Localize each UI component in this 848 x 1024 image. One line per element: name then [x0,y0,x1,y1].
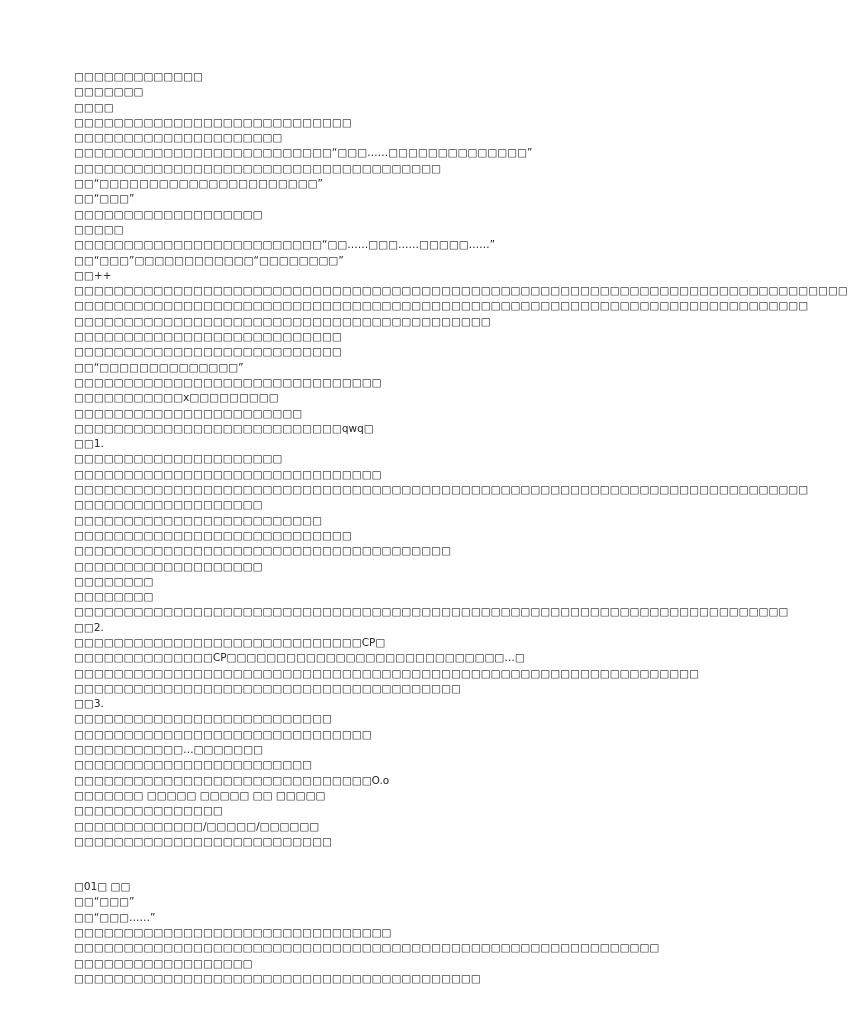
text-line: □□□□□□□□□□□□□□□□□□□□□□□□□□□□□□□□ [74,927,392,940]
text-line: □□3. [74,698,104,711]
text-line: □□□□□□□□□□□□□ [74,71,203,83]
text-line: □□□□□□□□□□□□□□□□□□□□□□□□□ [74,514,323,527]
text-line: □□□□□□□□□□□□□□□ [74,805,223,818]
text-line: □□□□□□□□□□□□□□□□□□□□□□□□□□□□□□□□□□□□□□□□□□□□□□□□□□□□□□□□□□□□□□□□□□□□□□□□□□ [74,484,809,497]
text-line: □□“□□□” [74,193,135,206]
text-line: □□□□□□□□□□□□□□□□□□□ [74,499,263,512]
text-line: □□□□□□□□□□□□□□□□□□□□□□□□□□□ [74,331,342,344]
text-line: □□2. [74,621,104,634]
text-line: □□□□□□□□ [74,591,154,604]
text-line: □□□□□□□□□□□□□□□□□□□□□□□□□□□□□□□□□□□□□□ [74,545,451,558]
text-line: □□□□□□□□□□□□□□□□□□□□□□□□□“□□……□□□……□□□□□……” [74,239,496,252]
text-section [74,70,848,850]
text-line: □□□□□□□□□□□□□/□□□□□/□□□□□□ [74,820,320,833]
text-line: □□□□□□□□□□□□□□□□□□□□□□□□□□□□□□□ [74,468,382,481]
text-line: □□□□□□□□□□□□□□□□□□□□□□□□□□□□□□□ [74,376,382,389]
text-line: □□□□□□□□□□□□□□□□□□□□□□□□□□“□□□……□□□□□□□□□□□□□□” [74,147,533,160]
text-line: □□□□□□□□□□□□□□□□□□□□□□□□□□□□□□□□□□□□□□□□□□□□□□□□□□□□□□□□□□□ [74,942,660,955]
document-body [74,70,848,987]
text-line: □□□□□□□□□□□□□□□□□□□□□□□□□□□ [74,346,342,359]
text-line: □□□□□□□□ [74,575,154,588]
text-line: □□□□□□□□□□□□□□□□□□□ [74,208,263,221]
text-line: □□□□□□□□□□□□□□CP□□□□□□□□□□□□□□□□□□□□□□□□□□□□…□ [74,652,525,665]
text-line: □□□□□□□□□□□□□□□□□□□□□□□□□□□□□□□□□□□□□□□□□□ [74,315,491,328]
text-line: □□□□□□□□□□□□□□□□□□□□□□□□□□□□□□□□□□□□□□□□□□□□□□□□□□□□□□□□□□□□□□□□□□□□□□□□ [74,606,789,619]
text-line: □□□□□□□□□□□□□□□□□□□□□□□□□□□□□□□□□□□□□□□□□□□□□□□□□□□□□□□□□□□□□□□ [74,667,700,680]
text-line: □□□□□□□□□□□□□□□□□□□□□□□□□□□qwq□ [74,422,374,435]
text-line: □□□□□□□□□□□□□□□□□□ [74,957,253,970]
text-line: □□□□□□□□□□□□□□□□□□□□□ [74,453,283,466]
text-line: □□++ [74,269,112,282]
text-line: □□□□□□□□□□□□□□□□□□□□□□□□ [74,759,313,772]
text-line: □□“□□□□□□□□□□□□□□□□□□□□□□” [74,178,323,191]
text-line: □01□ □□ [74,881,131,894]
text-line: □□“□□□□□□□□□□□□□□” [74,361,244,374]
text-line: □□□□□□□□□□□□□□□□□□□□□□□□□□□□ [74,116,352,129]
text-line: □□□□□□□□□□□□□□□□□□□□□□□□□□□□□□□□□□□□□ [74,162,442,175]
section-gap [74,850,714,880]
text-line: □□□□ [74,101,114,114]
text-line: □□“□□□” [74,896,135,909]
text-line: □□□□□□□□□□□□□□□□□□□□□□□□□□□□□□ [74,728,372,741]
text-line: □□□□□□□□□□□…□□□□□□□ [74,744,264,757]
text-line: □□□□□□□□□□□□□□□□□□□□□□□□□□□□□□O.o [74,774,390,787]
text-line: □□□□□□□ □□□□□ □□□□□ □□ □□□□□ [74,789,326,802]
text-line: □□□□□□□□□□□□□□□□□□□□□□□□□□□□ [74,529,352,542]
text-line: □□□□□□□ [74,86,144,99]
text-line: □□□□□□□□□□□□□□□□□□□ [74,560,263,573]
text-section [74,880,714,987]
text-line: □□□□□□□□□□□x□□□□□□□□□ [74,392,279,405]
text-line: □□□□□□□□□□□□□□□□□□□□□□□□□□□□□□□□□□□□□□□□□□□□□□□□□□□□□□□□□□□□□□□□□□□□□□□□□□□□□□ [74,285,848,298]
text-line: □□□□□□□□□□□□□□□□□□□□□□□□□□ [74,713,332,726]
text-line: □□□□□□□□□□□□□□□□□□□□□□□□□□□□□□□□□□□□□□□□□ [74,972,481,985]
text-line: □□□□□□□□□□□□□□□□□□□□□ [74,132,283,145]
text-line: □□1. [74,438,104,451]
text-line: □□□□□□□□□□□□□□□□□□□□□□□□□□□□□□□□□□□□□□□□□□□□□□□□□□□□□□□□□□□□□□□□□□□□□□□□□□ [74,300,809,313]
text-line: □□□□□□□□□□□□□□□□□□□□□□□□□□□□□CP□ [74,636,386,649]
text-line: □□□□□□□□□□□□□□□□□□□□□□□ [74,407,303,420]
text-line: □□“□□□”□□□□□□□□□□□□“□□□□□□□□” [74,254,344,267]
text-line: □□“□□□……” [74,911,156,924]
text-line: □□□□□□□□□□□□□□□□□□□□□□□□□□□□□□□□□□□□□□□ [74,682,461,695]
text-line: □□□□□□□□□□□□□□□□□□□□□□□□□□ [74,835,332,848]
text-line: □□□□□ [74,223,124,236]
